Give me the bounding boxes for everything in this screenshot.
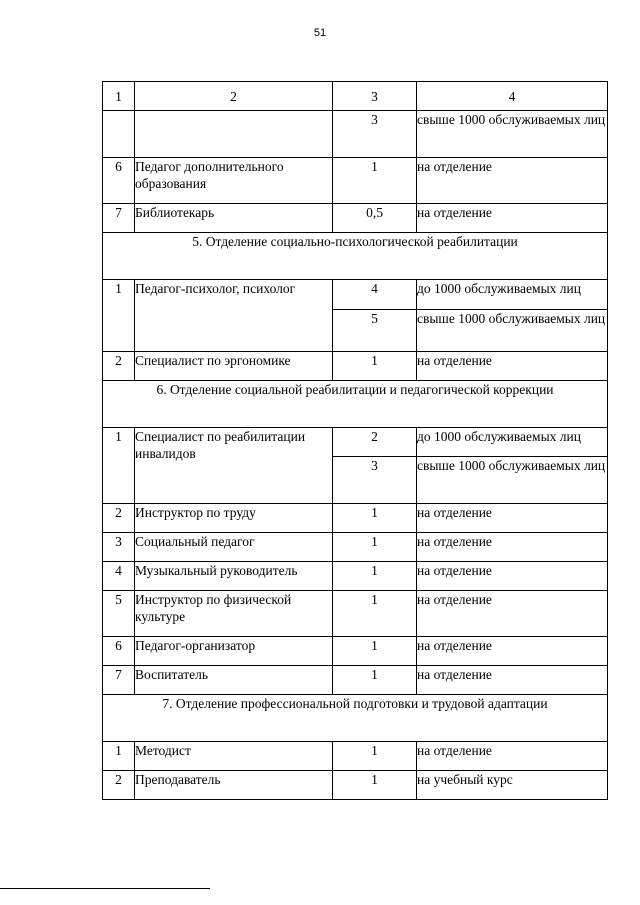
staffing-basis: до 1000 обслуживаемых лиц [417,280,608,310]
staffing-basis: на отделение [417,562,608,591]
staff-quantity: 5 [333,310,417,352]
staffing-basis: до 1000 обслуживаемых лиц [417,428,608,457]
staff-quantity: 1 [333,666,417,695]
staff-quantity: 3 [333,111,417,158]
position-name: Педагог-организатор [135,637,333,666]
row-number: 2 [103,352,135,381]
row-number: 6 [103,158,135,204]
section-title: 7. Отделение профессиональной подготовки и трудовой адаптации [103,695,608,742]
table-row [103,280,608,310]
table-row [103,591,608,637]
position-name: Специалист по эргономике [135,352,333,381]
section-title: 5. Отделение социально-психологической реабилитации [103,233,608,280]
row-number: 1 [103,742,135,771]
position-name: Преподаватель [135,771,333,800]
staffing-basis: на отделение [417,204,608,233]
staff-quantity: 1 [333,562,417,591]
table-row [103,742,608,771]
row-number: 6 [103,637,135,666]
position-name: Библиотекарь [135,204,333,233]
table-row [103,771,608,800]
table-row [103,111,608,158]
staff-quantity: 1 [333,504,417,533]
staffing-basis: на отделение [417,504,608,533]
staff-quantity: 0,5 [333,204,417,233]
table-row [103,504,608,533]
staffing-basis: свыше 1000 обслуживаемых лиц [417,457,608,504]
table-row [103,158,608,204]
position-name: Инструктор по физической культуре [135,591,333,637]
table-row [103,428,608,457]
table-row [103,352,608,381]
table-row [103,666,608,695]
staff-quantity: 1 [333,352,417,381]
header-cell-2: 2 [135,82,333,111]
position-name: Воспитатель [135,666,333,695]
row-number: 1 [103,280,135,352]
row-number: 4 [103,562,135,591]
section-title: 6. Отделение социальной реабилитации и педагогической коррекции [103,381,608,428]
header-cell-1: 1 [103,82,135,111]
position-name: Методист [135,742,333,771]
footnote-divider [0,888,210,889]
staff-quantity: 1 [333,637,417,666]
position-name: Педагог дополнительного образования [135,158,333,204]
staff-quantity: 1 [333,591,417,637]
staffing-basis: на отделение [417,742,608,771]
row-number: 2 [103,504,135,533]
header-cell-4: 4 [417,82,608,111]
position-name: Социальный педагог [135,533,333,562]
position-name [135,111,333,158]
section-header-row [103,233,608,280]
position-name: Инструктор по труду [135,504,333,533]
row-number: 2 [103,771,135,800]
staffing-basis: на учебный курс [417,771,608,800]
staff-quantity: 2 [333,428,417,457]
position-name: Музыкальный руководитель [135,562,333,591]
row-number: 7 [103,666,135,695]
row-number: 7 [103,204,135,233]
section-header-row [103,695,608,742]
staffing-basis: свыше 1000 обслуживаемых лиц [417,111,608,158]
staffing-basis: на отделение [417,158,608,204]
section-header-row [103,381,608,428]
staffing-basis: на отделение [417,591,608,637]
staffing-basis: на отделение [417,533,608,562]
staff-quantity: 1 [333,771,417,800]
table-row [103,562,608,591]
staff-quantity: 1 [333,158,417,204]
page-number: 51 [313,27,327,39]
row-number: 5 [103,591,135,637]
table-header-row [103,82,608,111]
staffing-basis: на отделение [417,352,608,381]
header-cell-3: 3 [333,82,417,111]
staffing-basis: на отделение [417,637,608,666]
staff-quantity: 1 [333,533,417,562]
row-number: 1 [103,428,135,504]
position-name: Педагог-психолог, психолог [135,280,333,352]
table-row [103,533,608,562]
table-row [103,637,608,666]
staffing-basis: свыше 1000 обслуживаемых лиц [417,310,608,352]
row-number: 3 [103,533,135,562]
table-row [103,204,608,233]
position-name: Специалист по реабилитации инвалидов [135,428,333,504]
staff-quantity: 3 [333,457,417,504]
staff-quantity: 4 [333,280,417,310]
staffing-table [102,81,608,800]
staff-quantity: 1 [333,742,417,771]
row-number [103,111,135,158]
staffing-basis: на отделение [417,666,608,695]
